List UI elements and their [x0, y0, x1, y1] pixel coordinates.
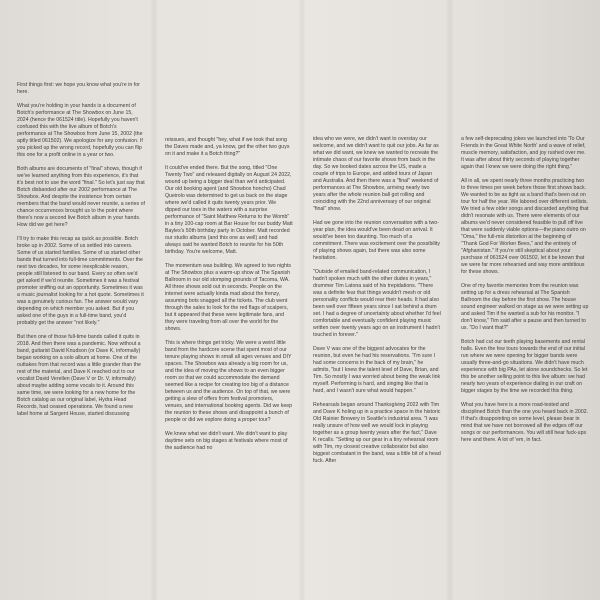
text-column-2: [165, 137, 293, 459]
paragraph: First things first: we hope you know what you're in for here.: [17, 82, 140, 95]
column-gutter: [446, 0, 454, 600]
paragraph: Rehearsals began around Thanksgiving 2022 with Tim and Dave K holing up in a practice space in the historic Old Rainier Brewery in Seattle's industrial area. "I was really unsure of how well we would lock in playing together as a group twenty years after the fact," Dave K recalls. "Setting up our gear in a tiny rehearsal room with Tim, my closest creative collaborator but also biggest combatant in the band, was a little bit of a head fuck. After: [313, 402, 441, 464]
paragraph: What you have here is a more road-tested and disciplined Botch than the one you heard back in 2002. If that's disappointing on some level, please bear in mind that we have not borrowed all the edges off our songs or our performances. You will still hear fuck-ups here and there. A lot of 'em, in fact.: [461, 402, 589, 443]
text-column-4: [461, 136, 589, 451]
paragraph: reissues, and thought "hey, what if we took that song the Daves made and, ya know, get the other two guys on it and make it a Botch thing?": [165, 137, 290, 157]
paragraph: idea who we were, we didn't want to overstay our welcome, and we didn't want to quit our jobs. As far as what we did want, we knew we wanted to recreate the intimate chaos of our favorite shows from back in the day. So we booked dates across the US, made a couple of trips to Europe, and added tours of Japan and Australia. And then there was a "final" weekend of performances at The Showbox, arriving nearly two years after the whole reunion ball got rolling and coinciding with the 22nd anniversary of our original "final" show.: [313, 136, 439, 212]
paragraph: All in all, we spent nearly three months practicing two to three times per week before those first shows back. We wanted to be as tight as a band that's been out on tour for half the year. We labored over different setlists. We tried a few older songs and discarded anything that didn't resonate with us. There were elements of our albums we'd never considered feasible to pull off live that were suddenly viable options—the piano outro on "Oma," the full-mix distortion at the beginning of "Thank God For Worker Bees," and the entirety of "Afghanistan." If you're still skeptical about your purchase of 061524 over 061502, let it be known that we were far more rehearsed and way more ambitious for these shows.: [461, 178, 589, 275]
text-column-1: [17, 82, 145, 425]
paragraph: It could've ended there. But the song, titled "One Twenty Two" and released digitally on August 24 2022, wound up being a bigger deal than we'd anticipated. Our old booking agent (and Showbox honcho) Chad Queirolo was determined to get us back on the stage where we'd called it quits twenty years prior. We dipped our toes in the waters with a surprise performance of "Saint Matthew Returns to the Womb" in a tiny 100-cap room at Bar House for our buddy Matt Bayles's 50th birthday party in October. Matt recorded our studio albums (and this one as well) and had always said he wanted Botch to reunite for his 50th birthday. You're welcome, Matt.: [165, 165, 293, 255]
paragraph: Botch had cut our teeth playing basements and rental halls. Even the few tours towards the end of our initial run where we were opening for bigger bands were usually three-and-go situations. We didn't have much experience with big PAs, let alone soundchecks. So let this be another selling point to this live album: we had nearly two years of experience dialing in our craft on bigger stages by the time we recorded this thing.: [461, 339, 588, 394]
column-gutter: [298, 0, 306, 600]
column-gutter: [150, 0, 158, 600]
paragraph: a few self-deprecating jokes we launched into 'To Our Friends in the Great White North' and a wave of relief, muscle memory, satisfaction, and joy rushed over me. It was after about thirty seconds of playing together again that I knew we were doing the right thing.": [461, 136, 586, 170]
paragraph: This is where things get tricky. We were a weird little band from the hardcore scene that spent most of our tenure playing shows in small all ages venues and DIY spaces. The Showbox was already a big room for us, and the idea of moving the shows to an even bigger room so that we could accommodate the demand seemed like a recipe for creating too big of a distance between us and the audience. On top of that, we were getting a slew of offers from festival promoters, venues, and international booking agents. Did we keep the reunion to these shows and disappoint a bunch of people or did we explore doing a proper tour?: [165, 340, 293, 423]
paragraph: Dave V was one of the biggest advocates for the reunion, but even he had his reservations. "I'm sure I had some concerns in the back of my brain," he admits, "but I knew the talent level of Dave, Brian, and Tim. So mostly I was worried about being the weak link myself. Performing is hard, and singing like that is hard, and I wasn't sure what would happen.": [313, 346, 441, 394]
paragraph: Both albums are documents of "final" shows, though if we've learned anything from this experience, it's that it's best not to use the word "final." So let's just say that Botch disbanded after our 2002 performance at The Showbox. And despite the insistence from certain members that the band would never reunite, a series of chance occurrences brought us to the point where there's now a second live Botch album in your hands. How did we get here?: [17, 166, 145, 228]
paragraph: One of my favorite memories from the reunion was setting up for a dress rehearsal at The Spanish Ballroom the day before the first show. The house sound engineer walked on stage as we were setting up and asked Tim if he wanted a sub for his monitor. "I don't know," Tim said after a pause and then turned to us. "Do I want that?": [461, 283, 589, 331]
paragraph: "Outside of emailed band-related communication, I hadn't spoken much with the other dudes in years," drummer Tim Latona said of his trepidations. "There was a definite fear that things wouldn't mesh or old personality conflicts would rear their heads. It had also been well over fifteen years since I sat behind a drum set. I had a degree of uncertainty about whether I'd feel comfortable and eventually confident playing music written over twenty years ago on an instrument I hadn't touched in forever.": [313, 269, 441, 338]
paragraph: But then one of those full-time bands called it quits in 2018. And then there was a pandemic. Now without a band, guitarist David Knudson (or Dave K, informally) began working on a solo album at home. One of the outtakes from that record was a little grander than the rest of the material, and Dave K reached out to our vocalist David Verellen (Dave V or Dr. V, informally) about maybe adding some vocals to it. Around this same time, we were looking for a new home for the Botch catalog as our original label, Hydra Head Records, had ceased operations. We found a new label home at Sargent House, started discussing: [17, 334, 141, 417]
paragraph: Had we gone into the reunion conversation with a two-year plan, the idea would've been dead on arrival. It would've been too daunting. Too much of a commitment. There was excitement over the possibility of playing shows again, but there was also some hesitation.: [313, 220, 440, 261]
paragraph: I'll try to make this recap as quick as possible. Botch broke up in 2002. Some of us settled into careers. Some of us started families. Some of us started other bands that turned into full-time commitments. Over the next two decades, for some inexplicable reason, people still listened to our band. Every so often we'd get asked if we'd reunite. Sometimes it was a festival promoter sniffing out an opportunity. Sometimes it was a music journalist looking for a hot quote. Sometimes it was a genuinely curious fan. The answer would vary depending on which member you asked. But if you asked one of the guys in a full-time band, you'd probably get the answer "not likely.": [17, 236, 144, 326]
paragraph: What you're holding in your hands is a document of Botch's performance at The Showbox on June 15, 2024 (hence the 061524 title). Hopefully you haven't confused this with the live album of Botch's performance at The Showbox from June 15, 2002 (the aptly titled 061502). We apologize for any confusion. If you picked up the wrong record, hopefully you can flip this one for a profit online in a year or two.: [17, 103, 143, 158]
text-column-3: [313, 136, 441, 472]
paragraph: The momentum was building. We agreed to two nights at The Showbox plus a warm-up show at The Spanish Ballroom in our old stomping grounds of Tacoma, WA. All three shows sold out in seconds. People on the internet were actually kinda mad about the frenzy, assuming bots snagged all the tickets. The club went through the sales to look for the red flags of scalpers, but it appeared that these were legitimate fans, and they were traveling from all over the world for the shows.: [165, 263, 292, 332]
paragraph: We knew what we didn't want. We didn't want to play daytime sets on big stages at festivals where most of the audience had no: [165, 431, 288, 451]
